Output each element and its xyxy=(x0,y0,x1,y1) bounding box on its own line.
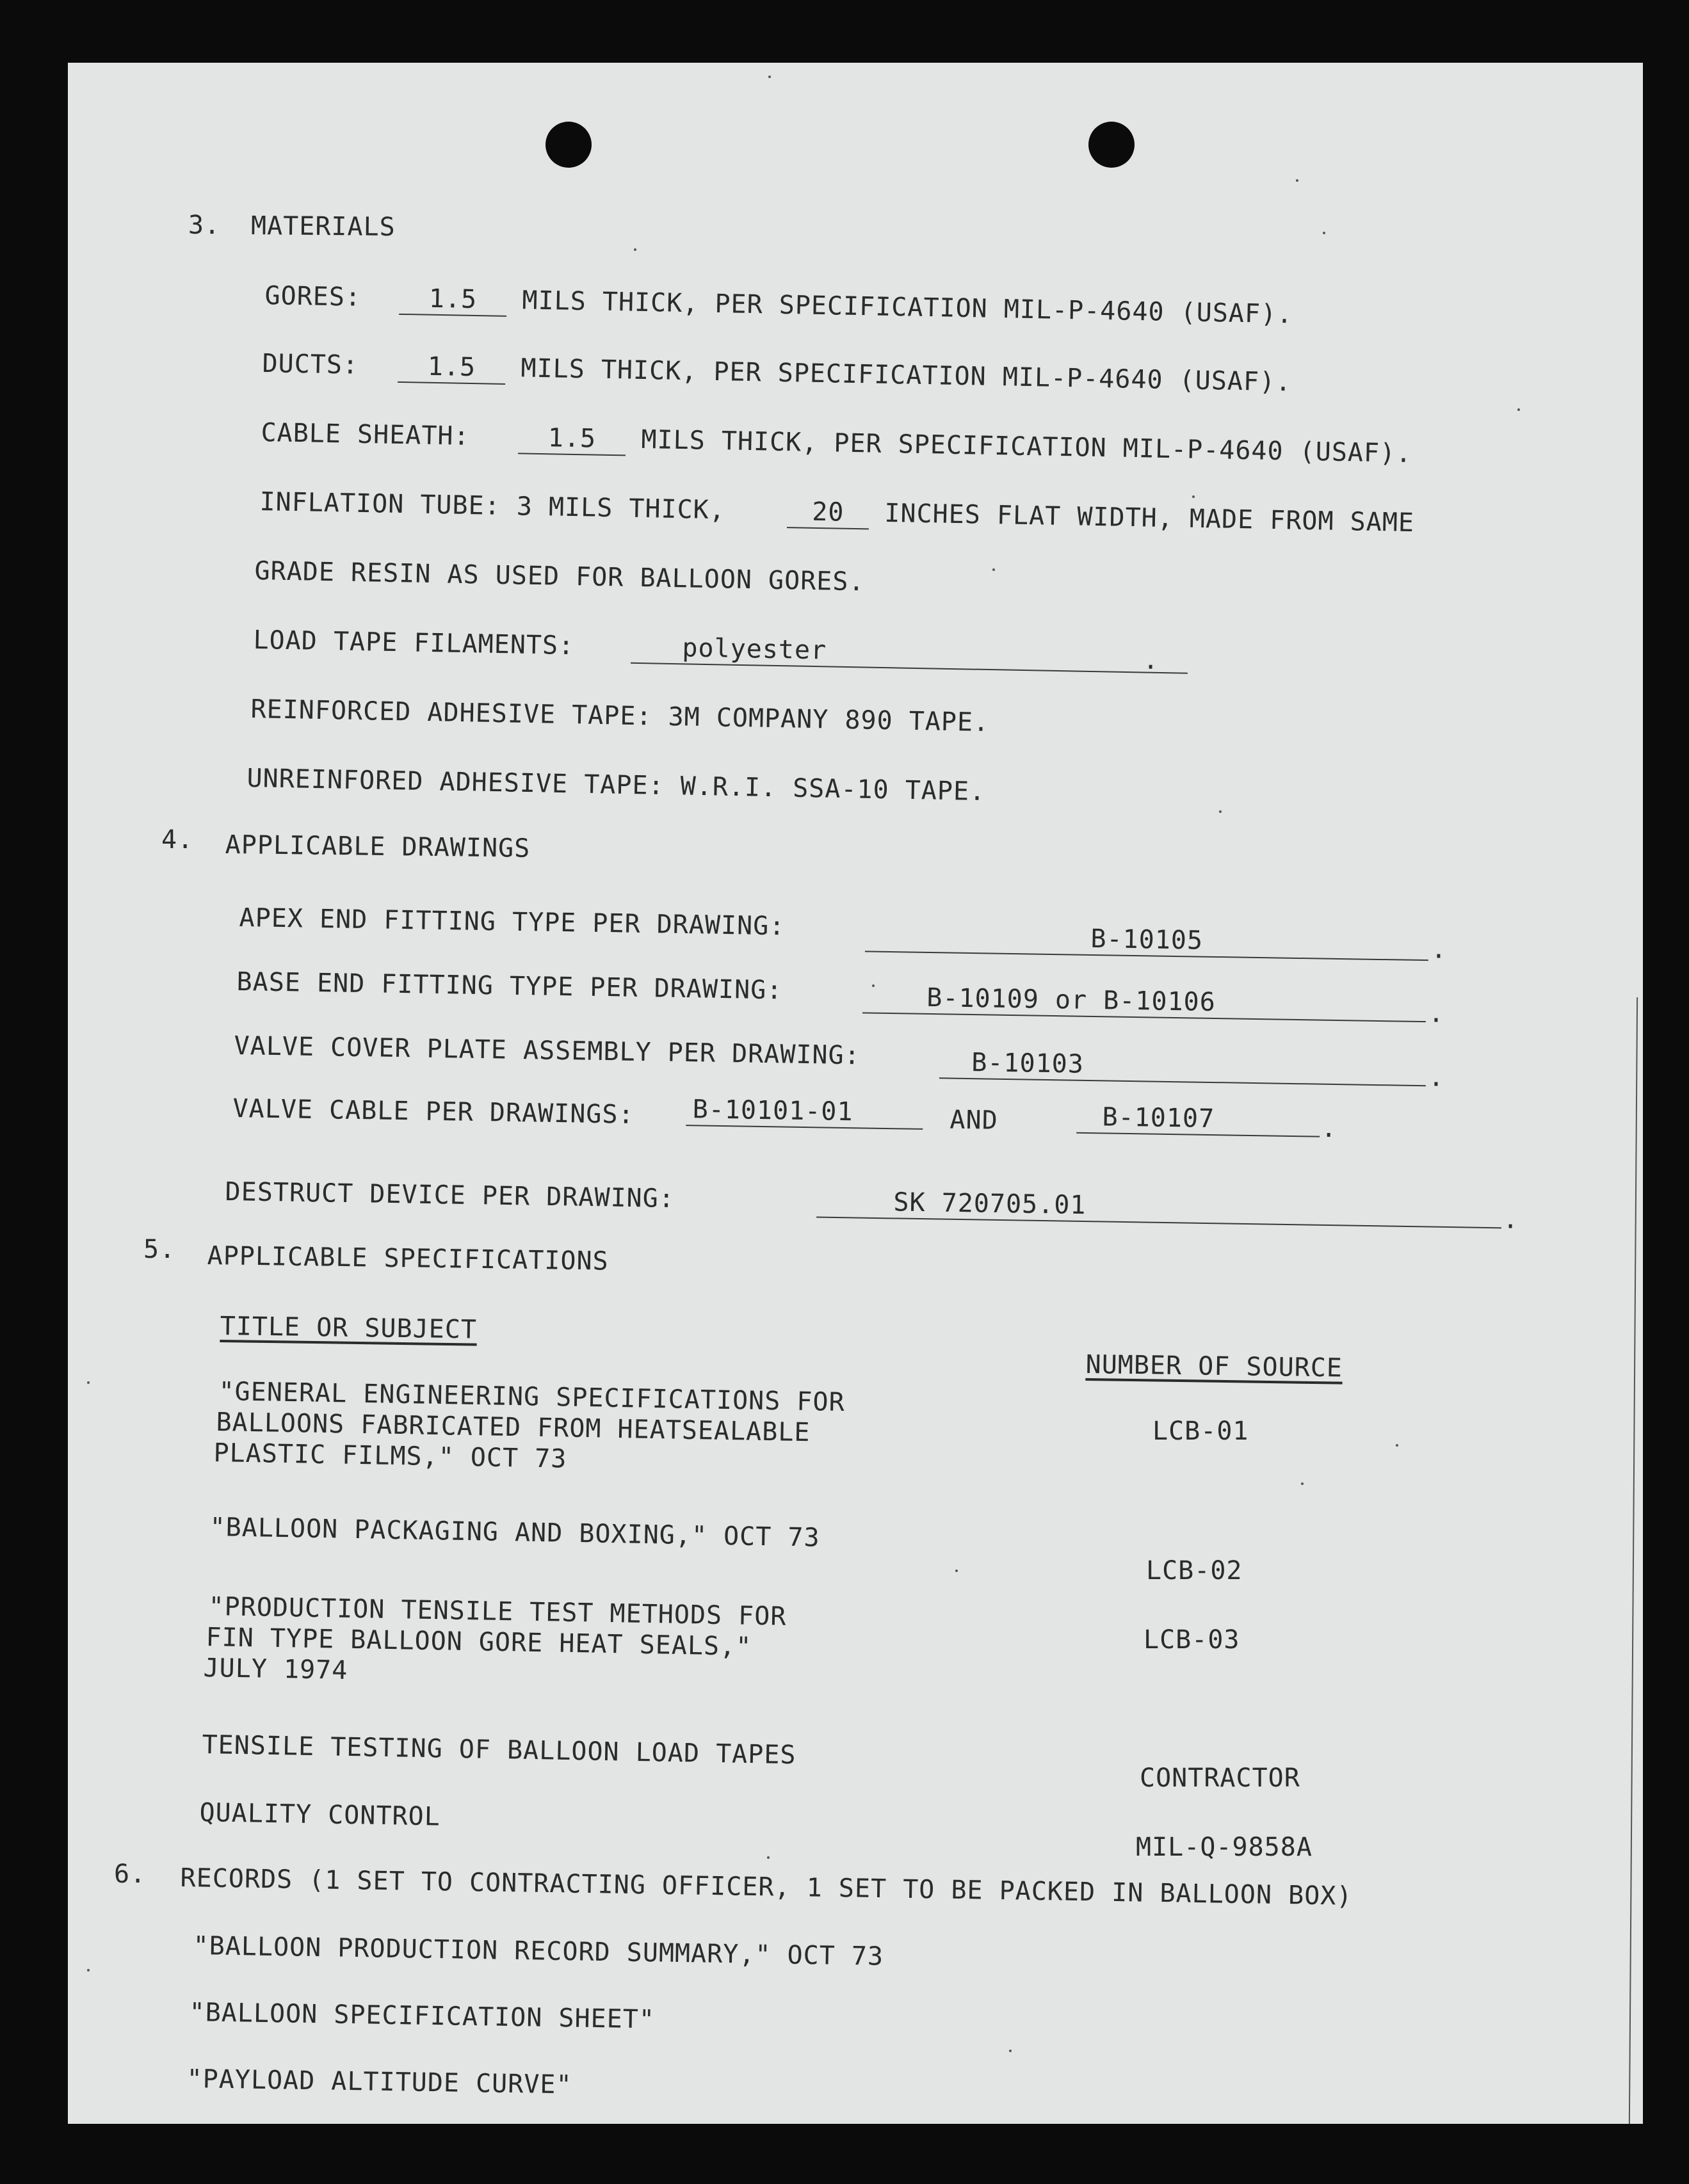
valve-cover-plate-label: VALVE COVER PLATE ASSEMBLY PER DRAWING: xyxy=(234,1031,861,1071)
spec-title-line: FIN TYPE BALLOON GORE HEAT SEALS," xyxy=(206,1622,752,1662)
spec-title-line: QUALITY CONTROL xyxy=(199,1797,441,1832)
scan-speck xyxy=(872,984,875,987)
cable-sheath-value: 1.5 xyxy=(518,422,626,456)
section-heading: APPLICABLE SPECIFICATIONS xyxy=(207,1241,609,1276)
period-mark: . xyxy=(1428,1063,1445,1093)
scan-speck xyxy=(768,76,771,78)
inflation-tube-spec-continued: GRADE RESIN AS USED FOR BALLOON GORES. xyxy=(254,556,865,597)
valve-cable-value-2: B-10107 xyxy=(1076,1102,1320,1137)
spec-title-line: "BALLOON PACKAGING AND BOXING," OCT 73 xyxy=(209,1512,820,1553)
scan-speck xyxy=(955,1570,958,1572)
load-tape-filaments-label: LOAD TAPE FILAMENTS: xyxy=(253,625,575,661)
scan-speck xyxy=(992,568,995,571)
cable-sheath-label: CABLE SHEATH: xyxy=(261,417,471,451)
scan-edge-line xyxy=(1629,997,1638,2124)
section-heading: RECORDS (1 SET TO CONTRACTING OFFICER, 1 SET TO BE PACKED IN BALLOON BOX) xyxy=(180,1863,1353,1911)
section-heading: APPLICABLE DRAWINGS xyxy=(225,830,531,863)
record-item: "BALLOON PRODUCTION RECORD SUMMARY," OCT 73 xyxy=(193,1931,884,1971)
record-item: "BALLOON SPECIFICATION SHEET" xyxy=(189,1997,656,2035)
period-mark: . xyxy=(1428,999,1445,1029)
spec-title-line: PLASTIC FILMS," OCT 73 xyxy=(213,1438,567,1474)
scan-speck xyxy=(87,1381,90,1384)
period-mark: . xyxy=(1320,1113,1337,1144)
inflation-tube-spec: INCHES FLAT WIDTH, MADE FROM SAME xyxy=(884,498,1415,538)
spec-source: LCB-01 xyxy=(1152,1417,1249,1446)
period-mark: . xyxy=(1502,1205,1519,1235)
inflation-tube-value: 20 xyxy=(787,496,869,529)
period-mark: . xyxy=(1430,935,1448,965)
gores-value: 1.5 xyxy=(399,283,507,317)
scan-speck xyxy=(767,1856,770,1859)
period-mark: . xyxy=(1142,645,1160,675)
spec-title-line: "PRODUCTION TENSILE TEST METHODS FOR xyxy=(208,1591,787,1632)
gores-label: GORES: xyxy=(264,280,362,312)
ducts-spec: MILS THICK, PER SPECIFICATION MIL-P-4640 (USAF). xyxy=(521,353,1292,397)
valve-cable-label: VALVE CABLE PER DRAWINGS: xyxy=(232,1093,634,1130)
scan-speck xyxy=(1323,232,1325,234)
valve-cable-and: AND xyxy=(950,1105,999,1136)
scan-speck xyxy=(1396,1444,1398,1447)
record-item: "PAYLOAD ALTITUDE CURVE" xyxy=(186,2064,572,2100)
inflation-tube-label: INFLATION TUBE: 3 MILS THICK, xyxy=(259,486,726,526)
column-number-of-source: NUMBER OF SOURCE xyxy=(1085,1350,1343,1383)
scan-speck xyxy=(87,1969,90,1971)
scan-speck xyxy=(1192,495,1195,498)
punch-hole-right xyxy=(1088,122,1135,168)
scan-speck xyxy=(1301,1482,1304,1485)
reinforced-adhesive-tape: REINFORCED ADHESIVE TAPE: 3M COMPANY 890 TAPE. xyxy=(250,694,990,738)
spec-title-line: "GENERAL ENGINEERING SPECIFICATIONS FOR xyxy=(218,1376,846,1418)
spec-source: LCB-02 xyxy=(1146,1556,1243,1586)
ducts-value: 1.5 xyxy=(398,351,506,385)
section-heading: MATERIALS xyxy=(250,211,396,242)
valve-cable-value-1: B-10101-01 xyxy=(686,1094,923,1130)
apex-fitting-value: B-10105 xyxy=(865,920,1429,961)
spec-title-line: TENSILE TESTING OF BALLOON LOAD TAPES xyxy=(202,1730,796,1770)
gores-spec: MILS THICK, PER SPECIFICATION MIL-P-4640 (USAF). xyxy=(522,285,1293,330)
ducts-label: DUCTS: xyxy=(262,348,359,380)
base-fitting-label: BASE END FITTING TYPE PER DRAWING: xyxy=(236,967,783,1006)
spec-source: MIL-Q-9858A xyxy=(1136,1833,1313,1862)
load-tape-filaments-value: polyester xyxy=(631,632,1188,674)
section-number: 6. xyxy=(114,1859,147,1889)
valve-cover-plate-value: B-10103 xyxy=(939,1047,1426,1086)
spec-title-line: BALLOONS FABRICATED FROM HEATSEALABLE xyxy=(216,1407,811,1448)
cable-sheath-spec: MILS THICK, PER SPECIFICATION MIL-P-4640 (USAF). xyxy=(641,424,1412,469)
base-fitting-value: B-10109 or B-10106 xyxy=(862,981,1426,1022)
spec-source: LCB-03 xyxy=(1144,1625,1240,1655)
unreinforced-adhesive-tape: UNREINFORED ADHESIVE TAPE: W.R.I. SSA-10 TAPE. xyxy=(246,763,986,807)
section-number: 4. xyxy=(161,825,194,855)
punch-hole-left xyxy=(545,122,592,168)
section-number: 3. xyxy=(188,210,221,241)
column-title-or-subject: TITLE OR SUBJECT xyxy=(220,1312,478,1345)
apex-fitting-label: APEX END FITTING TYPE PER DRAWING: xyxy=(239,903,786,942)
scan-speck xyxy=(1219,810,1222,813)
scan-speck xyxy=(1517,408,1520,411)
destruct-device-value: SK 720705.01 xyxy=(816,1186,1502,1229)
document-page xyxy=(68,63,1643,2124)
scan-speck xyxy=(1296,179,1298,182)
scan-speck xyxy=(634,248,636,251)
spec-title-line: JULY 1974 xyxy=(203,1653,348,1685)
section-number: 5. xyxy=(143,1235,176,1264)
destruct-device-label: DESTRUCT DEVICE PER DRAWING: xyxy=(225,1176,675,1214)
spec-source: CONTRACTOR xyxy=(1140,1763,1300,1793)
scan-speck xyxy=(1009,2050,1012,2052)
